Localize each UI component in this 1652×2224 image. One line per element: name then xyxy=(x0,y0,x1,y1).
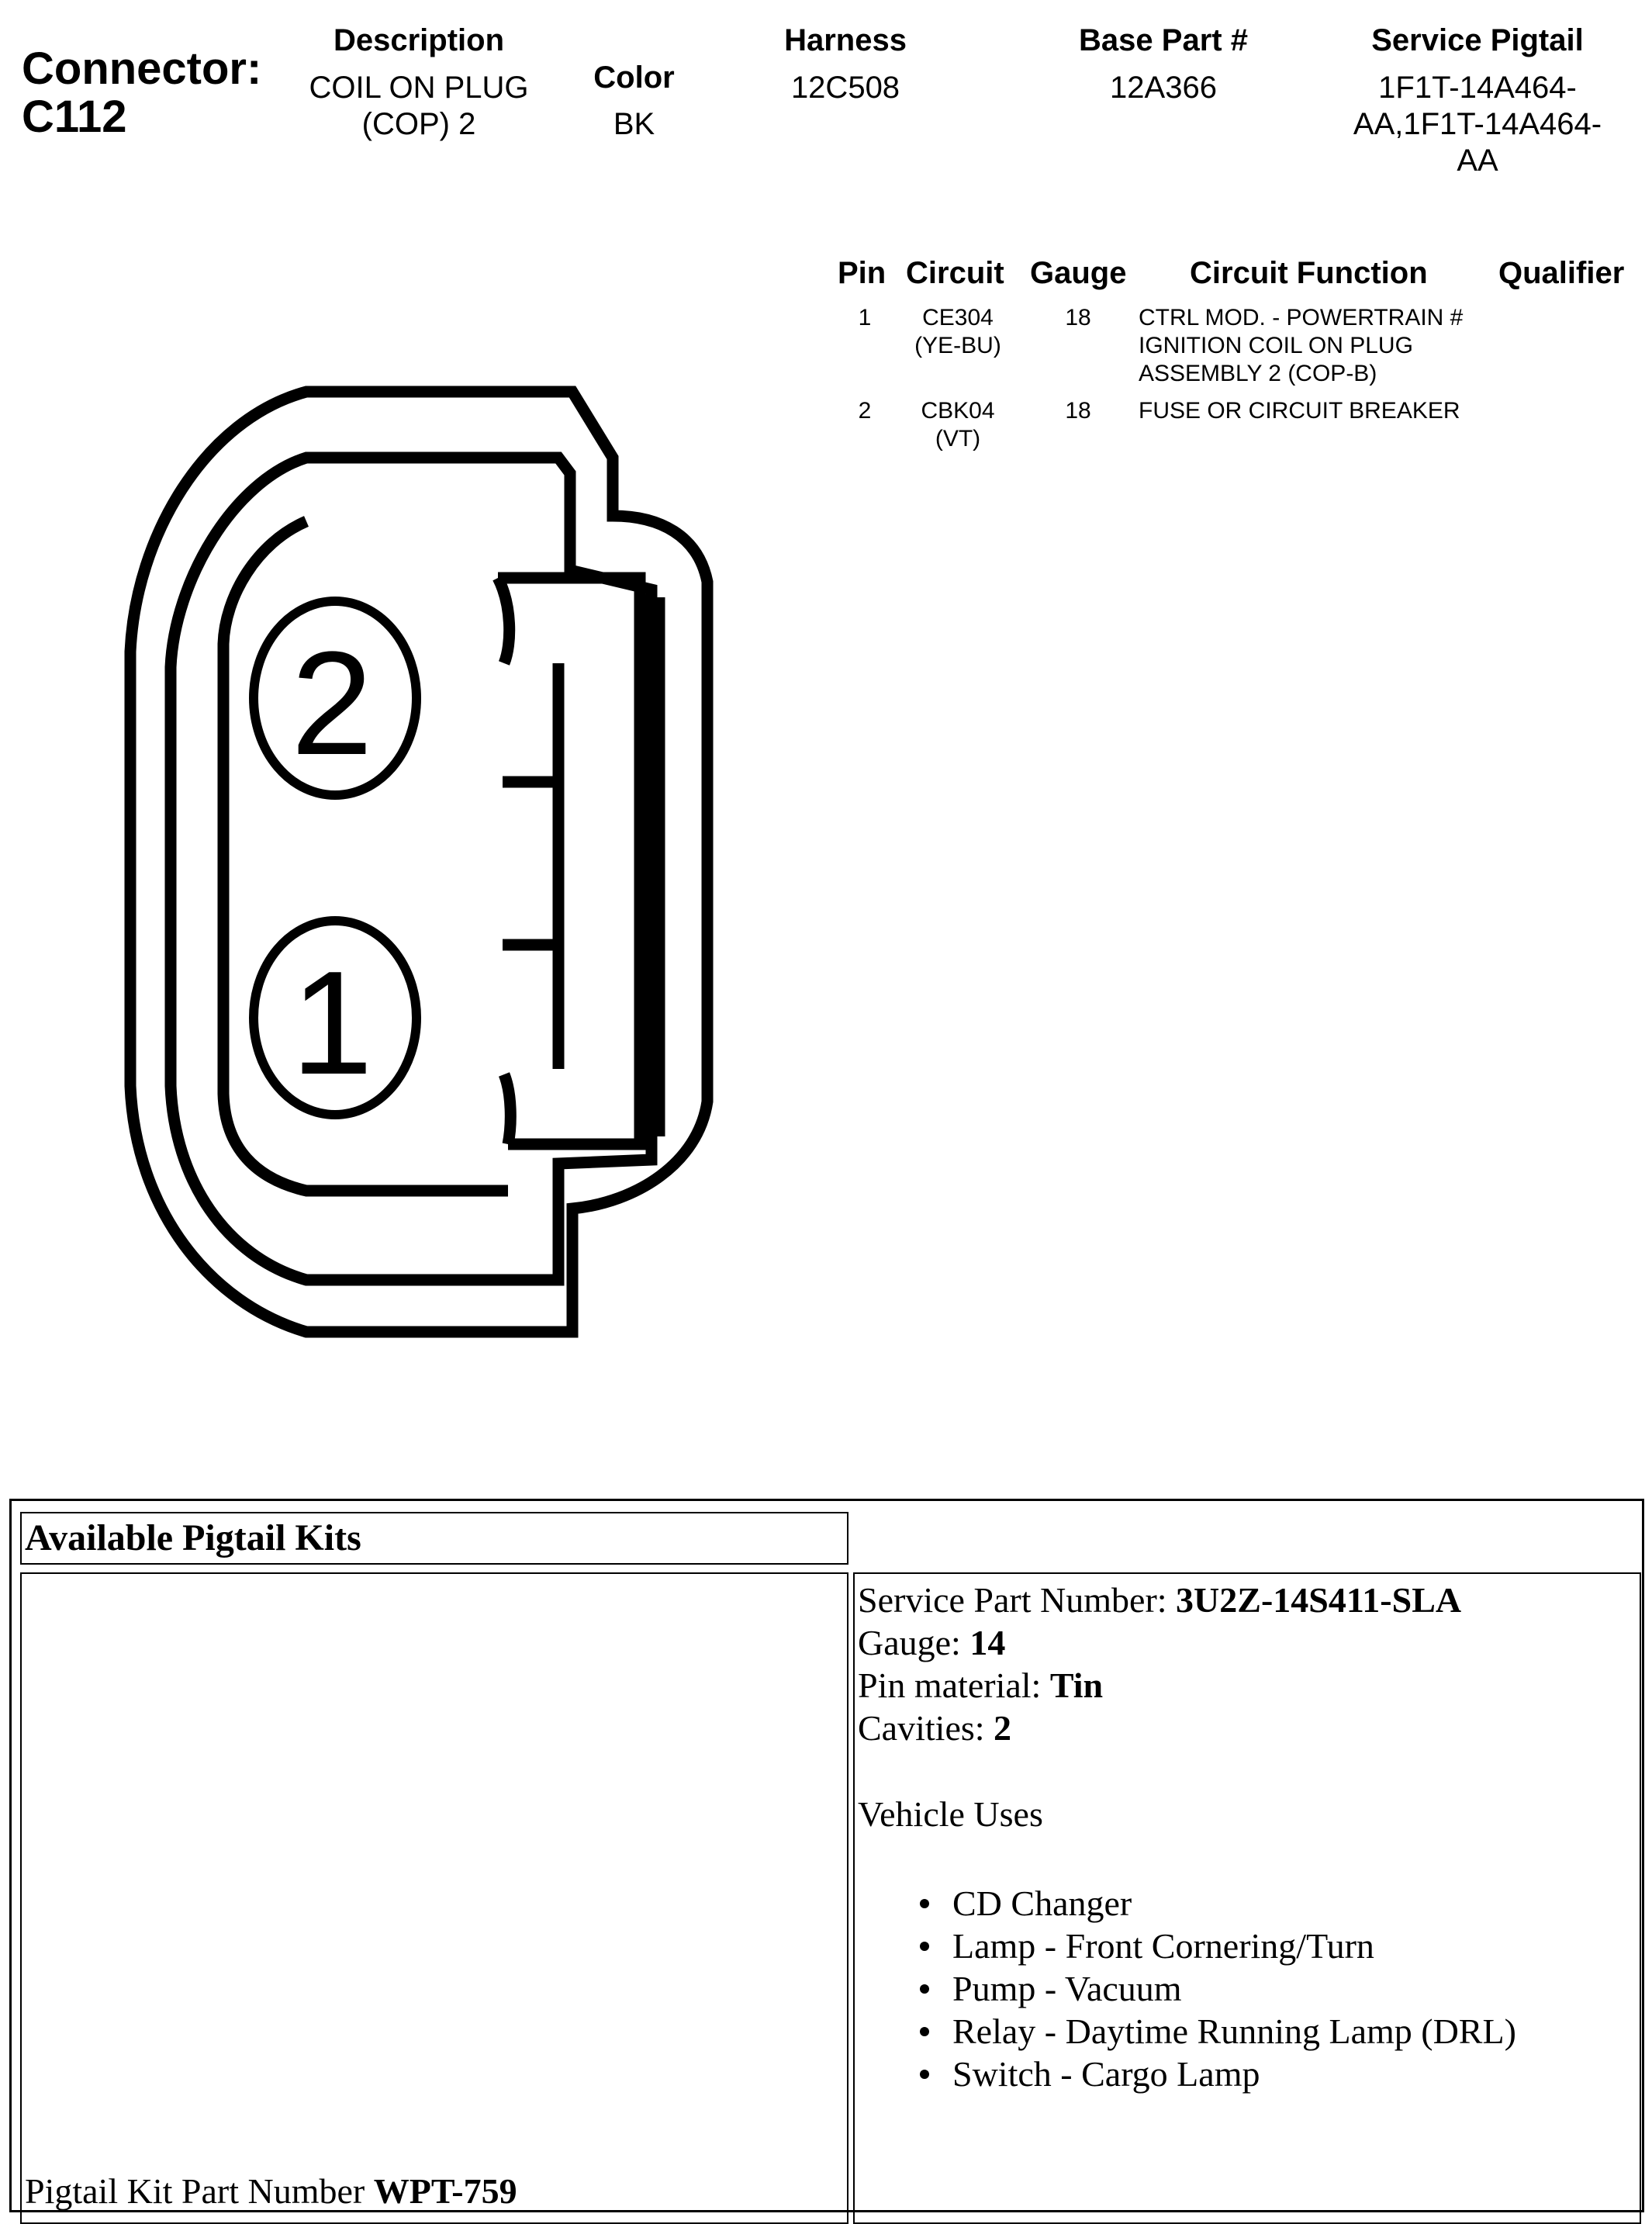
circuit-line: CBK04 xyxy=(921,398,995,424)
connector-label: Connector: xyxy=(22,43,262,94)
color-value: BK xyxy=(613,107,655,141)
pin-number: 1 xyxy=(858,305,872,330)
kits-title: Available Pigtail Kits xyxy=(25,1517,361,1558)
function-line: IGNITION COIL ON PLUG xyxy=(1139,333,1413,358)
circuit-line: (VT) xyxy=(935,426,981,451)
circuit-code xyxy=(892,304,1024,360)
service-pigtail-header: Service Pigtail xyxy=(1371,23,1584,57)
service-part-label: Service Part Number: xyxy=(858,1580,1177,1620)
gauge-value: 14 xyxy=(969,1623,1006,1662)
service-part-number xyxy=(858,1579,1516,1621)
service-pigtail-line: AA,1F1T-14A464- xyxy=(1353,107,1602,141)
pin-column-header: Pin xyxy=(838,256,886,290)
list-item: Lamp - Front Cornering/Turn xyxy=(858,1925,1516,1967)
pigtail-kit-value: WPT-759 xyxy=(373,2171,517,2211)
pin-1-label: 1 xyxy=(291,941,373,1105)
list-item: Switch - Cargo Lamp xyxy=(858,2053,1516,2095)
cavities-value: 2 xyxy=(994,1708,1012,1748)
circuit-function xyxy=(1139,304,1463,388)
service-pigtail-line: AA xyxy=(1457,144,1498,178)
pin-material-row xyxy=(858,1664,1516,1707)
pin-material-label: Pin material: xyxy=(858,1665,1050,1705)
latch-curve-top xyxy=(498,578,510,663)
pigtail-kit-label: Pigtail Kit Part Number xyxy=(25,2171,374,2211)
connector-face-diagram xyxy=(0,0,776,1365)
harness-value: 12C508 xyxy=(790,71,900,105)
harness-header: Harness xyxy=(784,23,907,57)
circuit-function: FUSE OR CIRCUIT BREAKER xyxy=(1139,398,1460,424)
pigtail-kit-cell xyxy=(20,1572,848,2224)
latch-block-outline xyxy=(498,578,640,1144)
circuit-line: (YE-BU) xyxy=(914,333,1001,358)
kits-title-cell xyxy=(20,1512,848,1565)
description-line: COIL ON PLUG xyxy=(309,71,529,105)
function-line: ASSEMBLY 2 (COP-B) xyxy=(1139,361,1377,386)
service-part-cell xyxy=(853,1572,1641,2224)
description-line: (COP) 2 xyxy=(361,107,476,141)
circuit-function-column-header: Circuit Function xyxy=(1190,256,1428,290)
circuit-code xyxy=(892,397,1024,453)
cavities-label: Cavities: xyxy=(858,1708,994,1748)
service-pigtail-line: 1F1T-14A464- xyxy=(1378,71,1577,105)
service-pigtail-value xyxy=(1326,70,1629,179)
service-part-value: 3U2Z-14S411-SLA xyxy=(1176,1580,1462,1620)
latch-curve-bottom xyxy=(504,1074,510,1144)
qualifier-column-header: Qualifier xyxy=(1498,256,1625,290)
list-item: Pump - Vacuum xyxy=(858,1967,1516,2010)
base-part-value: 12A366 xyxy=(1110,71,1217,105)
pin-material-value: Tin xyxy=(1049,1665,1104,1705)
cavities-row xyxy=(858,1707,1516,1749)
circuit-column-header: Circuit xyxy=(906,256,1004,290)
base-part-header: Base Part # xyxy=(1079,23,1248,57)
pin-number: 2 xyxy=(858,398,872,424)
circuit-line: CE304 xyxy=(922,305,994,330)
color-header: Color xyxy=(593,61,675,95)
vehicle-uses-list xyxy=(858,1882,1516,2095)
pigtail-kit-number xyxy=(25,2170,517,2212)
gauge-value: 18 xyxy=(1065,305,1091,330)
part-details xyxy=(858,1579,1516,2095)
gauge-row xyxy=(858,1621,1516,1664)
list-item: CD Changer xyxy=(858,1882,1516,1925)
pin-2-label: 2 xyxy=(291,621,373,786)
connector-id: C112 xyxy=(22,92,127,142)
function-line: CTRL MOD. - POWERTRAIN # xyxy=(1139,305,1464,330)
gauge-label: Gauge: xyxy=(858,1623,970,1662)
pigtail-kits-table xyxy=(9,1499,1644,2212)
gauge-value: 18 xyxy=(1065,398,1091,424)
list-item: Relay - Daytime Running Lamp (DRL) xyxy=(858,2010,1516,2053)
description-header: Description xyxy=(333,23,505,57)
gauge-column-header: Gauge xyxy=(1030,256,1127,290)
vehicle-uses-heading: Vehicle Uses xyxy=(858,1794,1043,1834)
